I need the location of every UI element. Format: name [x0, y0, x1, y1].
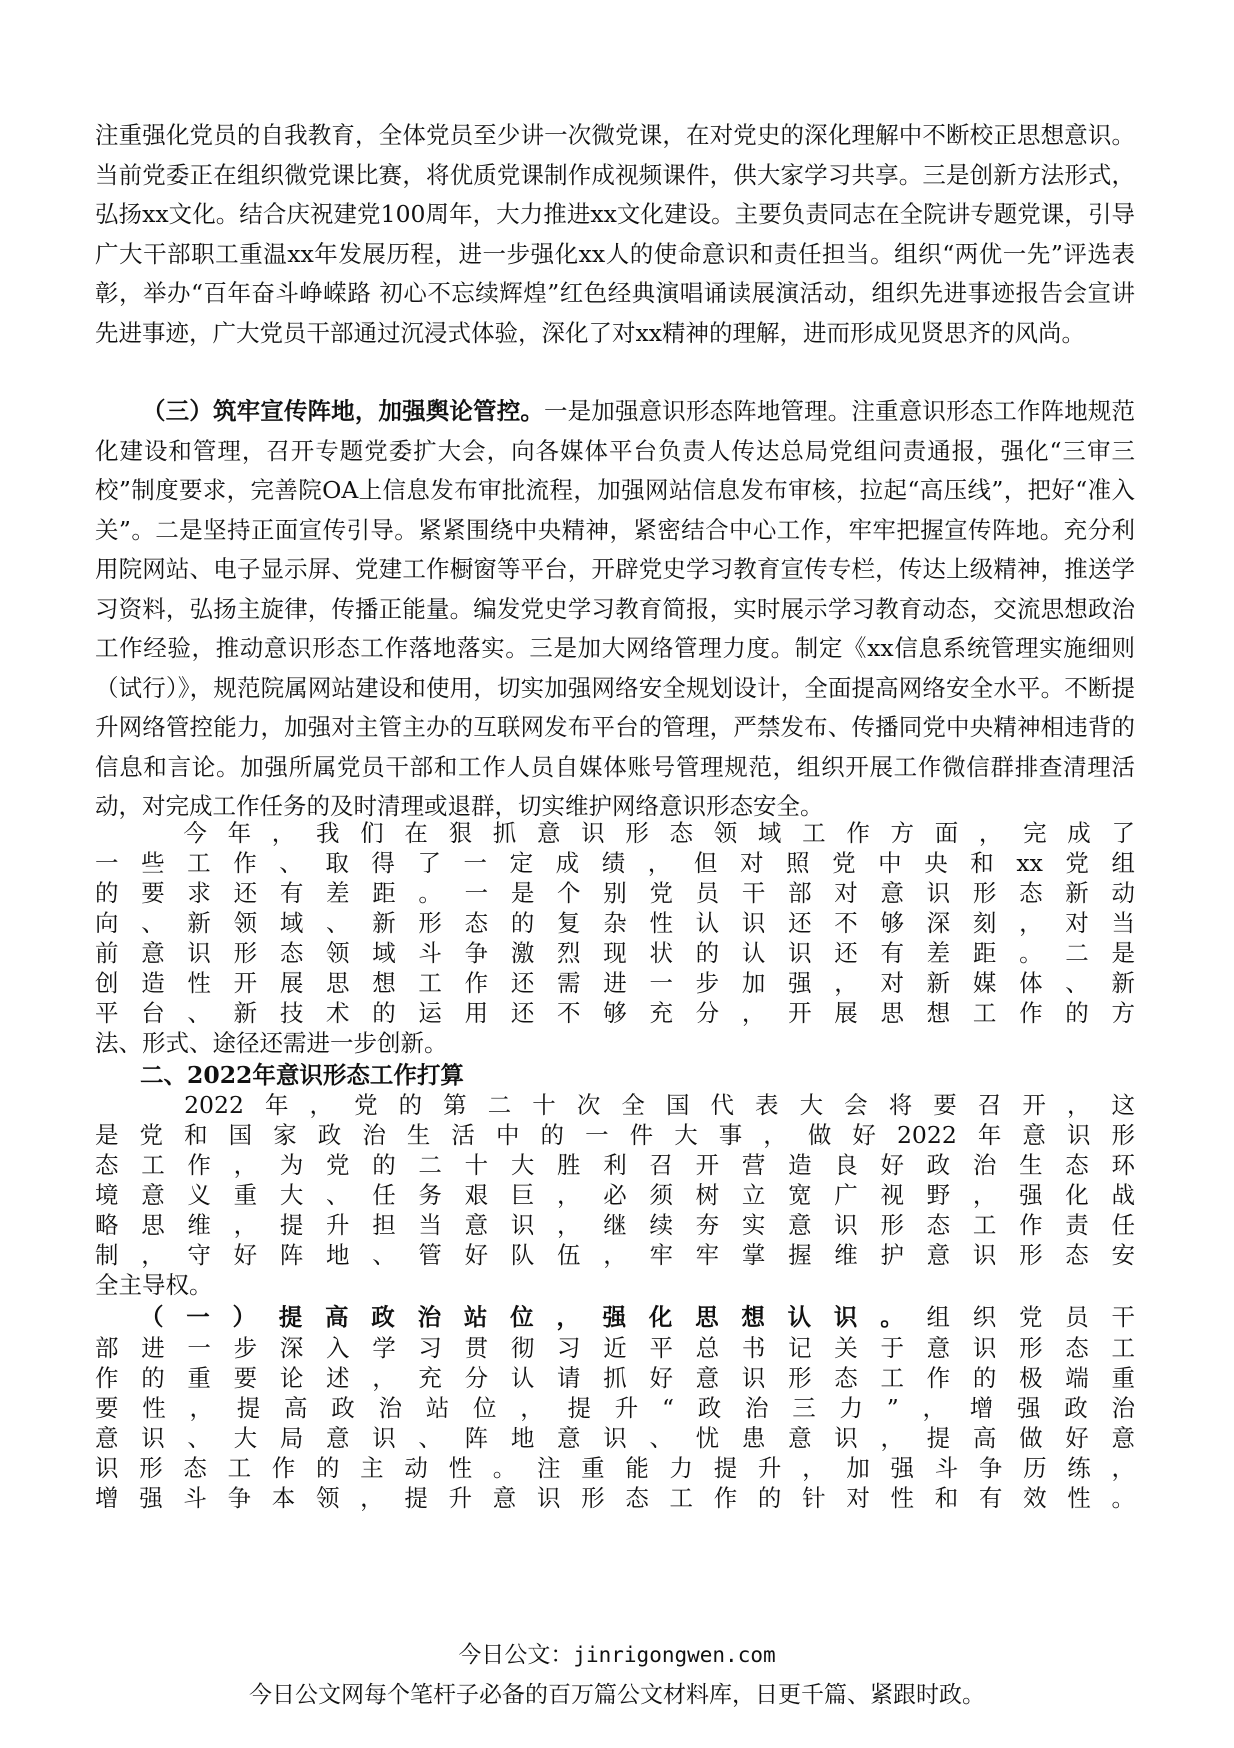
text-fragment: 组织党员干 — [926, 1303, 1136, 1331]
text-line: 的要求还有差距。一是个别党员干部对意识形态新动 — [95, 879, 1135, 907]
text-line: 意识、大局意识、阵地意识、忧患意识，提高做好意 — [95, 1424, 1135, 1452]
text-line: 部进一步深入学习贯彻习近平总书记关于意识形态工 — [95, 1334, 1135, 1362]
paragraph-text: 注重强化党员的自我教育，全体党员至少讲一次微党课，在对党史的深化理解中不断校正思想意识。当前党委正在组织微党课比赛，将优质党课制作成视频课件，供大家学习共享。三是创新方法形式，弘扬xx文化。结合庆祝建党100周年，大力推进xx文化建设。主要负责同志在全院讲专题党课，引导广大干部职工重温xx年发展历程，进一步强化xx人的使命意识和责任担当。组织“两优一先”评选表彰，举办“百年奋斗峥嵘路 初心不忘续辉煌”红色经典演唱诵读展演活动，组织先进事迹报告会宣讲先进事迹，广大党员干部通过沉浸式体验，深化了对xx精神的理解，进而形成见贤思齐的风尚。 — [95, 121, 1135, 347]
section-heading-1: （一）提高政治站位，强化思想认识。 — [140, 1303, 927, 1331]
text-line: 略思维，提升担当意识，继续夯实意识形态工作责任 — [95, 1211, 1135, 1239]
footer-watermark — [0, 1640, 1234, 1670]
section-heading-2: 二、2022年意识形态工作打算 — [140, 1061, 464, 1089]
paragraph-text: 一是加强意识形态阵地管理。注重意识形态工作阵地规范化建设和管理，召开专题党委扩大会，向各媒体平台负责人传达总局党组问责通报，强化“三审三校”制度要求，完善院OA上信息发布审批流程，加强网站信息发布审核，拉起“高压线”，把好“准入关”。二是坚持正面宣传引导。紧紧围绕中央精神，紧密结合中心工作，牢牢把握宣传阵地。充分利用院网站、电子显示屏、党建工作橱窗等平台，开辟党史学习教育宣传专栏，传达上级精神，推送学习资料，弘扬主旋律，传播正能量。编发党史学习教育简报，实时展示学习教育动态，交流思想政治工作经验，推动意识形态工作落地落实。三是加大网络管理力度。制定《xx信息系统管理实施细则（试行）》，规范院属网站建设和使用，切实加强网络安全规划设计，全面提高网络安全水平。不断提升网络管控能力，加强对主管主办的互联网发布平台的管理，严禁发布、传播同党中央精神相违背的信息和言论。加强所属党员干部和工作人员自媒体账号管理规范，组织开展工作微信群排查清理活动，对完成工作任务的及时清理或退群，切实维护网络意识形态安全。 — [95, 397, 1136, 820]
text-line: 向、新领域、新形态的复杂性认识还不够深刻，对当 — [95, 909, 1135, 937]
text-line: 境意义重大、任务艰巨，必须树立宽广视野，强化战 — [95, 1181, 1135, 1209]
text-line: 增强斗争本领，提升意识形态工作的针对性和有效性。 — [95, 1484, 1135, 1512]
text-line: 制，守好阵地、管好队伍，牢牢掌握维护意识形态安 — [95, 1241, 1135, 1269]
text-line: 前意识形态领域斗争激烈现状的认识还有差距。二是 — [95, 939, 1135, 967]
text-line: 平台、新技术的运用还不够充分，开展思想工作的方 — [95, 999, 1135, 1027]
footer-site-link[interactable]: jinrigongwen.com — [573, 1643, 776, 1667]
text-line: 态工作，为党的二十大胜利召开营造良好政治生态环 — [95, 1151, 1135, 1179]
text-line: 2022年，党的第二十次全国代表大会将要召开，这 — [95, 1091, 1135, 1119]
text-line: 今年，我们在狠抓意识形态领域工作方面，完成了 — [95, 819, 1135, 847]
text-line — [140, 1302, 1135, 1333]
section-heading-3: （三）筑牢宣传阵地，加强舆论管控。 — [142, 397, 544, 425]
text-line: 一些工作、取得了一定成绩，但对照党中央和xx党组 — [95, 849, 1135, 877]
footer-slogan: 今日公文网每个笔杆子必备的百万篇公文材料库，日更千篇、紧跟时政。 — [249, 1682, 985, 1708]
paragraph-culture — [95, 116, 1135, 353]
footer-label: 今日公文： — [458, 1642, 574, 1668]
text-line: 法、形式、途径还需进一步创新。 — [95, 1029, 448, 1057]
text-line: 识形态工作的主动性。注重能力提升，加强斗争历练， — [95, 1454, 1135, 1482]
text-line: 作的重要论述，充分认请抓好意识形态工作的极端重 — [95, 1364, 1135, 1392]
text-line: 全主导权。 — [95, 1271, 213, 1299]
text-line: 创造性开展思想工作还需进一步加强，对新媒体、新 — [95, 969, 1135, 997]
text-line: 是党和国家政治生活中的一件大事，做好2022年意识形 — [95, 1121, 1135, 1149]
text-line: 要性，提高政治站位，提升“政治三力”，增强政治 — [95, 1394, 1135, 1422]
paragraph-propaganda — [95, 392, 1135, 827]
